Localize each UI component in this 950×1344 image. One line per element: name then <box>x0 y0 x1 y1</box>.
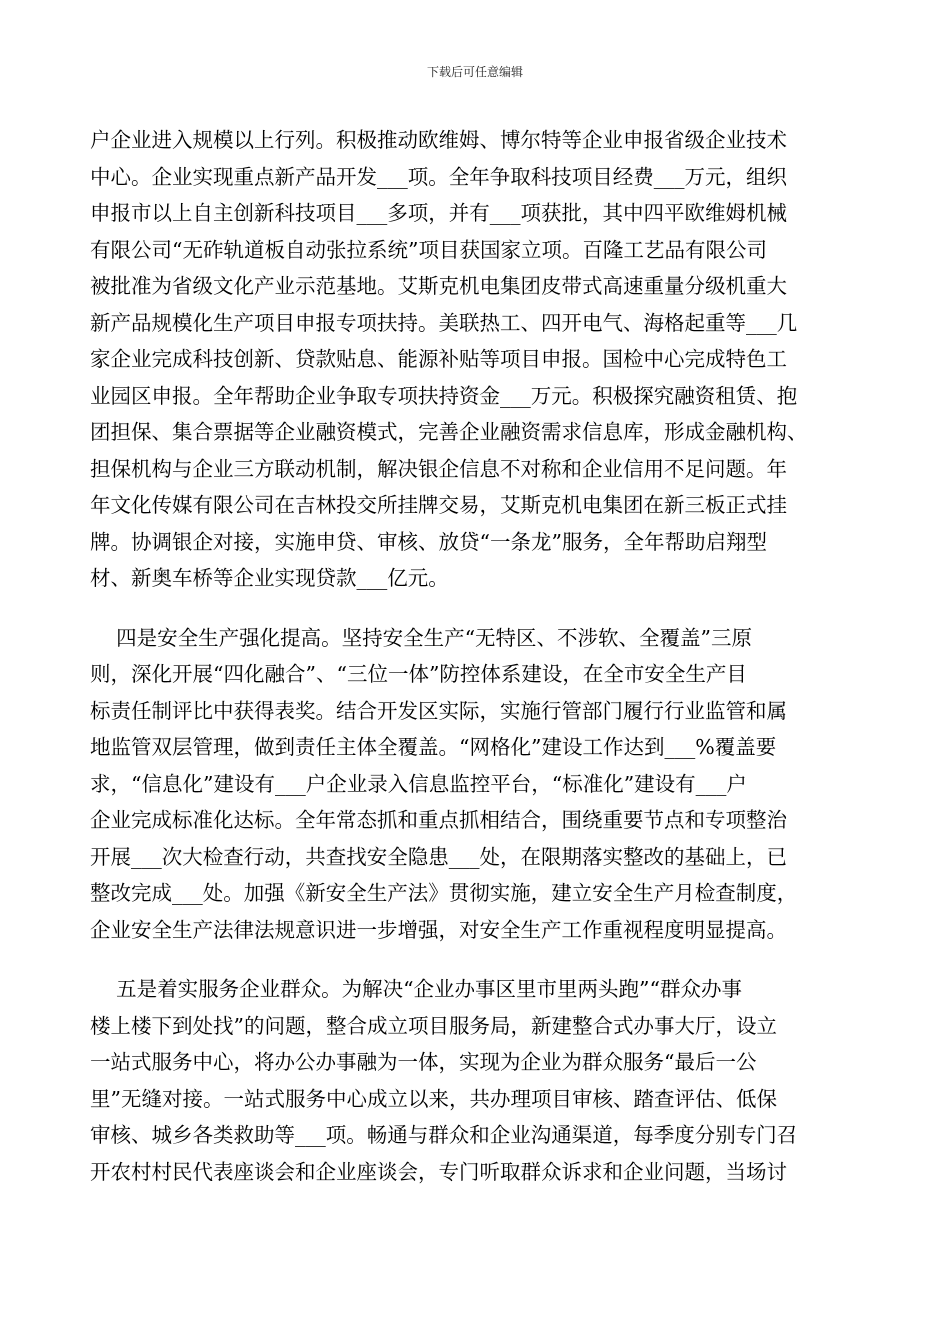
text-line: 业园区申报。全年帮助企业争取专项扶持资金___万元。积极探究融资租赁、抱 <box>90 383 798 408</box>
document-body <box>90 122 858 1190</box>
text-line: 整改完成___处。加强《新安全生产法》贯彻实施，建立安全生产月检查制度， <box>90 881 798 905</box>
text-line: 担保机构与企业三方联动机制，解决银企信息不对称和企业信用不足问题。年 <box>90 456 787 481</box>
text-line: 有限公司“无砟轨道板自动张拉系统”项目获国家立项。百隆工艺品有限公司 <box>90 237 767 262</box>
text-line: 企业安全生产法律法规意识进一步增强，对安全生产工作重视程度明显提高。 <box>90 917 787 942</box>
text-line: 开农村村民代表座谈会和企业座谈会，专门听取群众诉求和企业问题，当场讨 <box>90 1159 787 1184</box>
text-line: 家企业完成科技创新、贷款贴息、能源补贴等项目申报。国检中心完成特色工 <box>90 347 787 371</box>
text-line: 户企业进入规模以上行列。积极推动欧维姆、博尔特等企业申报省级企业技术 <box>90 128 787 152</box>
text-line: 求，“信息化”建设有___户企业录入信息监控平台，“标准化”建设有___户 <box>90 771 747 796</box>
text-line: 被批准为省级文化产业示范基地。艾斯克机电集团皮带式高速重量分级机重大 <box>90 274 787 298</box>
paragraph <box>90 122 858 597</box>
text-line: 则，深化开展“四化融合”、“三位一体”防控体系建设，在全市安全生产目 <box>90 662 747 686</box>
text-line: 四是安全生产强化提高。坚持安全生产“无特区、不涉软、全覆盖”三原 <box>90 625 753 650</box>
text-line: 团担保、集合票据等企业融资模式，完善企业融资需求信息库，形成金融机构、 <box>90 420 808 444</box>
paragraph <box>90 971 858 1190</box>
text-line: 楼上楼下到处找”的问题，整合成立项目服务局，新建整合式办事大厅，设立 <box>90 1013 777 1038</box>
paragraph <box>90 620 858 949</box>
text-line: 牌。协调银企对接，实施申贷、审核、放贷“一条龙”服务，全年帮助启翔型 <box>90 529 767 554</box>
page-header: 下载后可任意编辑 <box>426 65 523 79</box>
text-line: 年文化传媒有限公司在吉林投交所挂牌交易，艾斯克机电集团在新三板正式挂 <box>90 493 787 517</box>
text-line: 企业完成标准化达标。全年常态抓和重点抓相结合，围绕重要节点和专项整治 <box>90 808 787 832</box>
text-line: 里”无缝对接。一站式服务中心成立以来，共办理项目审核、踏查评估、低保 <box>90 1086 777 1111</box>
text-line: 中心。企业实现重点新产品开发___项。全年争取科技项目经费___万元，组织 <box>90 164 787 189</box>
text-line: 新产品规模化生产项目申报专项扶持。美联热工、四开电气、海格起重等___几 <box>90 310 798 335</box>
paragraph-gap <box>90 948 858 971</box>
text-line: 申报市以上自主创新科技项目___多项，并有___项获批，其中四平欧维姆机械 <box>90 201 787 225</box>
text-line: 材、新奥车桥等企业实现贷款___亿元。 <box>90 566 449 590</box>
text-line: 开展___次大检查行动，共查找安全隐患___处，在限期落实整改的基础上，已 <box>90 844 787 869</box>
text-line: 标责任制评比中获得表奖。结合开发区实际，实施行管部门履行行业监管和属 <box>90 698 787 723</box>
text-line: 审核、城乡各类救助等___项。畅通与群众和企业沟通渠道，每季度分别专门召 <box>90 1123 798 1147</box>
paragraph-gap <box>90 597 858 620</box>
text-line: 五是着实服务企业群众。为解决“企业办事区里市里两头跑”“群众办事 <box>90 977 743 1001</box>
text-line: 一站式服务中心，将办公办事融为一体，实现为企业为群众服务“最后一公 <box>90 1050 757 1074</box>
text-line: 地监管双层管理，做到责任主体全覆盖。“网格化”建设工作达到___%覆盖要 <box>90 735 777 759</box>
